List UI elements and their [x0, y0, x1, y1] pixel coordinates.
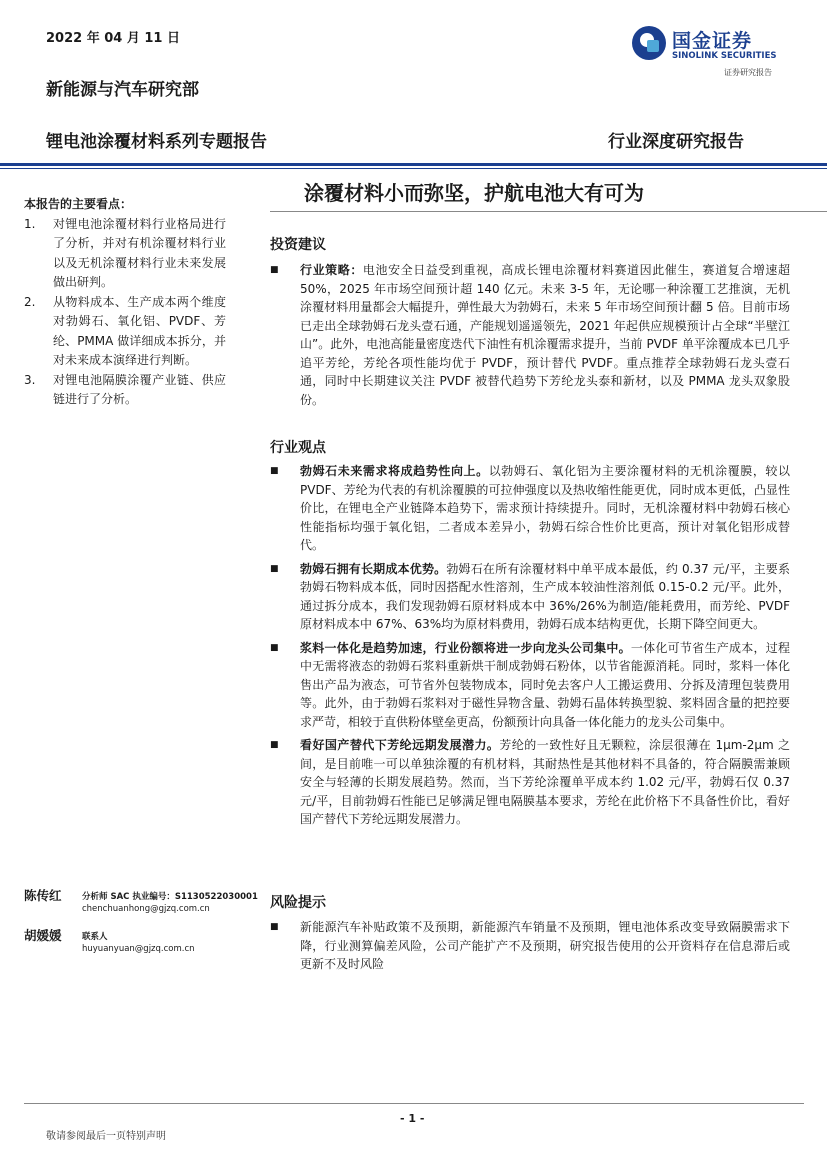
- analyst-info: [82, 892, 272, 915]
- page-number: - 1 -: [400, 1112, 425, 1125]
- square-bullet-icon: ■: [270, 466, 279, 476]
- item-text: 新能源汽车补贴政策不及预期，新能源汽车销量不及预期，锂电池体系改变导致隔膜需求下降，行业测算偏差风险，公司产能扩产不及预期，研究报告使用的公开资料存在信息滞后或更新不及时风险: [300, 920, 790, 971]
- square-bullet-icon: ■: [270, 740, 279, 750]
- analyst-role: 联系人: [82, 932, 108, 942]
- item-text: 看好国产替代下芳纶远期发展潜力。芳纶的一致性好且无颗粒，涂层很薄在 1μm-2μm 之间，是目前唯一可以单独涂覆的有机材料，其耐热性是其他材料不具备的，符合隔膜需兼顾安全与轻薄的长期发展趋势。然而，当下芳纶涂覆单平成本约 1.02 元/平，勃姆石仅 0.37 元/平，目前勃姆石性能已足够满足锂电隔膜基本要求，芳纶在此价格下不具备性价比，看好国产替代下芳纶远期发展潜力。: [300, 738, 790, 826]
- square-bullet-icon: ■: [270, 265, 279, 275]
- sidebar-title: 本报告的主要看点：: [24, 197, 133, 211]
- analyst-email[interactable]: chenchuanhong@gjzq.com.cn: [82, 903, 210, 914]
- item-number: 1.: [24, 216, 36, 231]
- logo-name-cn: 国金证券: [672, 30, 753, 52]
- header-rule-thin: [0, 168, 827, 169]
- investment-list: [270, 261, 790, 414]
- risk-list: [270, 918, 790, 979]
- analyst-name: 胡媛媛: [24, 928, 62, 943]
- analyst-block: [24, 930, 274, 970]
- analyst-name: 陈传红: [24, 888, 62, 903]
- item-text: 勃姆石未来需求将成趋势性向上。以勃姆石、氧化铝为主要涂覆材料的无机涂覆膜，较以 PVDF、芳纶为代表的有机涂覆膜的可拉伸强度以及热收缩性能更优，同时成本更低，凸显性价比，在锂电全产业链降本趋势下，需求预计持续提升。同时，无机涂覆材料中勃姆石核心性能指标均强于氧化铝，二者成本差异小，勃姆石综合性价比更高，预计对氧化铝形成替代。: [300, 464, 790, 552]
- headline-rule: [270, 211, 827, 212]
- list-item: [24, 293, 226, 371]
- report-type: 行业深度研究报告: [608, 132, 744, 152]
- analyst-info: [82, 932, 272, 955]
- report-headline: 涂覆材料小而弥坚，护航电池大有可为: [304, 181, 644, 205]
- series-title: 锂电池涂覆材料系列专题报告: [46, 132, 267, 152]
- section-heading-industry: 行业观点: [270, 440, 326, 456]
- header-rule: [0, 163, 827, 166]
- footer-rule: [24, 1103, 804, 1104]
- section-heading-risk: 风险提示: [270, 895, 326, 911]
- square-bullet-icon: ■: [270, 922, 279, 932]
- item-text: 对锂电池涂覆材料行业格局进行了分析，并对有机涂覆材料行业以及无机涂覆材料行业未来发展做出研判。: [53, 216, 226, 289]
- item-text: 勃姆石拥有长期成本优势。勃姆石在所有涂覆材料中单平成本最低，约 0.37 元/平，主要系勃姆石物料成本低，同时因搭配水性溶剂，生产成本较油性溶剂低 0.15-0.2 元/平。此外，通过拆分成本，我们发现勃姆石原材料成本中 36%/26%为制造/能耗费用，而芳纶、PVDF 原材料成本中 67%、63%均为原材料费用，勃姆石成本结构更优，长期下降空间更大。: [300, 561, 790, 631]
- square-bullet-icon: ■: [270, 642, 279, 653]
- item-text: 浆料一体化是趋势加速，行业份额将进一步向龙头公司集中。一体化可节省生产成本，过程中无需将液态的勃姆石浆料重新烘干制成勃姆石粉体，以节省能源消耗。同时，浆料一体化售出产品为液态，可节省外包装物成本，同时免去客户人工搬运费用、分拆及清理包装费用等。此外，由于勃姆石浆料对于磁性异物含量、勃姆石晶体转换型貌、浆料固含量的把控要求严苛，相较于直供粉体壁垒更高，份额预计向具备一体化能力的龙头公司集中。: [300, 640, 790, 729]
- list-item: [24, 371, 226, 410]
- industry-list: [270, 462, 790, 834]
- list-item: [270, 918, 790, 974]
- list-item: [270, 261, 790, 409]
- key-points-sidebar: [24, 195, 226, 410]
- section-heading-investment: 投资建议: [270, 237, 326, 253]
- analyst-role: 分析师 SAC 执业编号：S1130522030001: [82, 892, 258, 902]
- item-number: 3.: [24, 372, 36, 387]
- logo-subtitle: 证券研究报告: [724, 68, 772, 77]
- item-text: 行业策略：电池安全日益受到重视，高成长锂电涂覆材料赛道因此催生，赛道复合增速超 50%，2025 年市场空间预计超 140 亿元。未来 3-5 年，无论哪一种涂覆工艺推演，无机涂覆材料用量都会大幅提升，弹性最大为勃姆石，未来 5 年市场空间预计翻 5 倍。目前市场已走出全球勃姆石龙头壹石通，产能规划遥遥领先，2021 年起供应规模预计占全球“半壁江山”。此外，电池高能量密度迭代下油性有机涂覆需求提升，当前 PVDF 单平涂覆成本已几乎追平芳纶，芳纶各项性能均优于 PVDF，预计替代 PVDF。重点推荐全球勃姆石龙头壹石通，同时中长期建议关注 PVDF 被替代趋势下芳纶龙头泰和新材，以及 PMMA 龙头双象股份。: [300, 263, 790, 407]
- logo-mark-icon: [632, 26, 666, 60]
- analyst-email[interactable]: huyuanyuan@gjzq.com.cn: [82, 943, 195, 954]
- list-item: [270, 462, 790, 555]
- list-item: [270, 560, 790, 634]
- list-item: [270, 736, 790, 829]
- item-number: 2.: [24, 294, 36, 309]
- item-text: 对锂电池隔膜涂覆产业链、供应链进行了分析。: [53, 372, 226, 406]
- list-item: [24, 215, 226, 293]
- department-name: 新能源与汽车研究部: [46, 80, 199, 100]
- analyst-block: [24, 890, 274, 930]
- report-date: 2022 年 04 月 11 日: [46, 31, 180, 46]
- footer-disclaimer: 敬请参阅最后一页特别声明: [46, 1131, 166, 1142]
- list-item: [270, 639, 790, 732]
- item-text: 从物料成本、生产成本两个维度对勃姆石、氧化铝、PVDF、芳纶、PMMA 做详细成本拆分，并对未来成本演绎进行判断。: [53, 294, 226, 367]
- square-bullet-icon: ■: [270, 563, 279, 574]
- logo-name-en: SINOLINK SECURITIES: [672, 51, 777, 61]
